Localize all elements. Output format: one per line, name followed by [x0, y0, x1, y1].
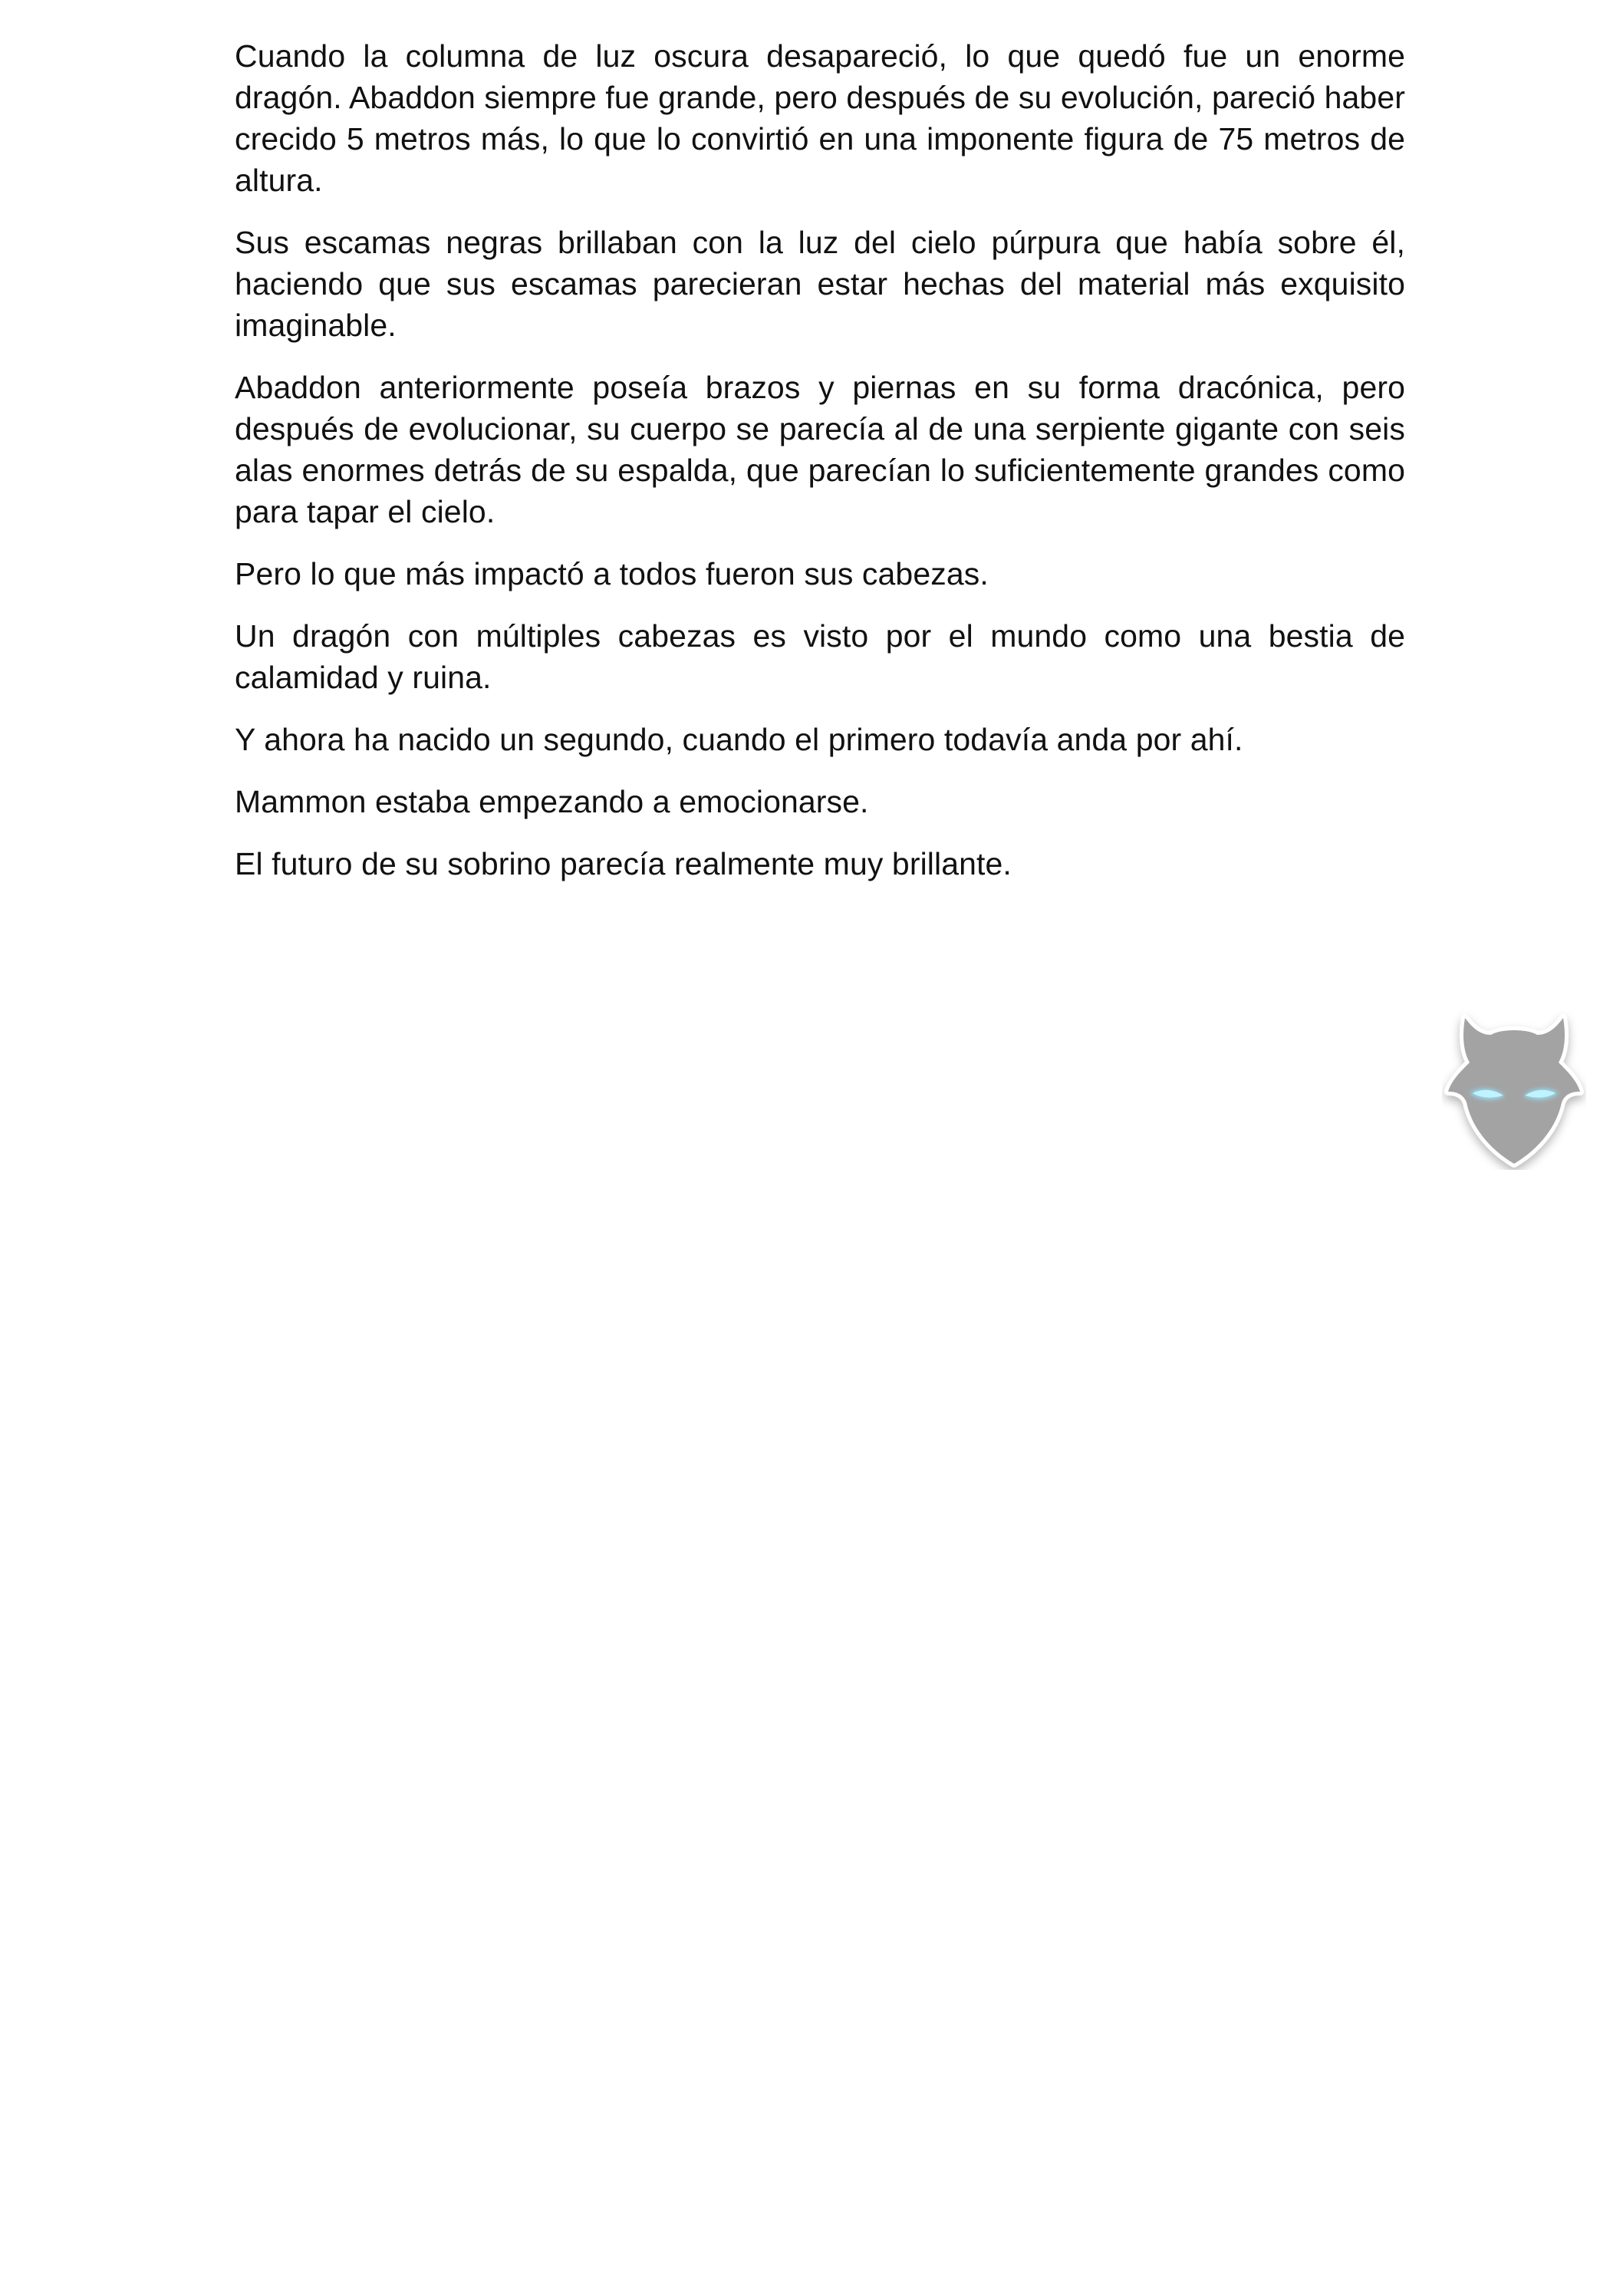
paragraph: Abaddon anteriormente poseía brazos y piernas en su forma dracónica, pero después de evolucionar, su cuerpo se parecía al de una serpiente gigante con seis alas enormes detrás de su espalda, que parecían lo suficientemente grandes como para tapar el cielo. [235, 370, 1405, 529]
demon-head-icon [1442, 1001, 1586, 1170]
paragraph: Mammon estaba empezando a emocionarse. [235, 784, 869, 819]
paragraph: Un dragón con múltiples cabezas es visto por el mundo como una bestia de calamidad y ruina. [235, 618, 1405, 695]
paragraph: El futuro de su sobrino parecía realmente muy brillante. [235, 846, 1012, 881]
paragraph: Cuando la columna de luz oscura desapareció, lo que quedó fue un enorme dragón. Abaddon siempre fue grande, pero después de su evolución, pareció haber crecido 5 metros más, lo que lo convirtió en una imponente figura de 75 metros de altura. [235, 38, 1405, 198]
demon-head-shape [1448, 1018, 1580, 1164]
document-body [235, 35, 1405, 905]
paragraph: Y ahora ha nacido un segundo, cuando el primero todavía anda por ahí. [235, 722, 1243, 757]
paragraph: Sus escamas negras brillaban con la luz del cielo púrpura que había sobre él, haciendo que sus escamas parecieran estar hechas del material más exquisito imaginable. [235, 225, 1405, 343]
paragraph: Pero lo que más impactó a todos fueron sus cabezas. [235, 556, 989, 591]
